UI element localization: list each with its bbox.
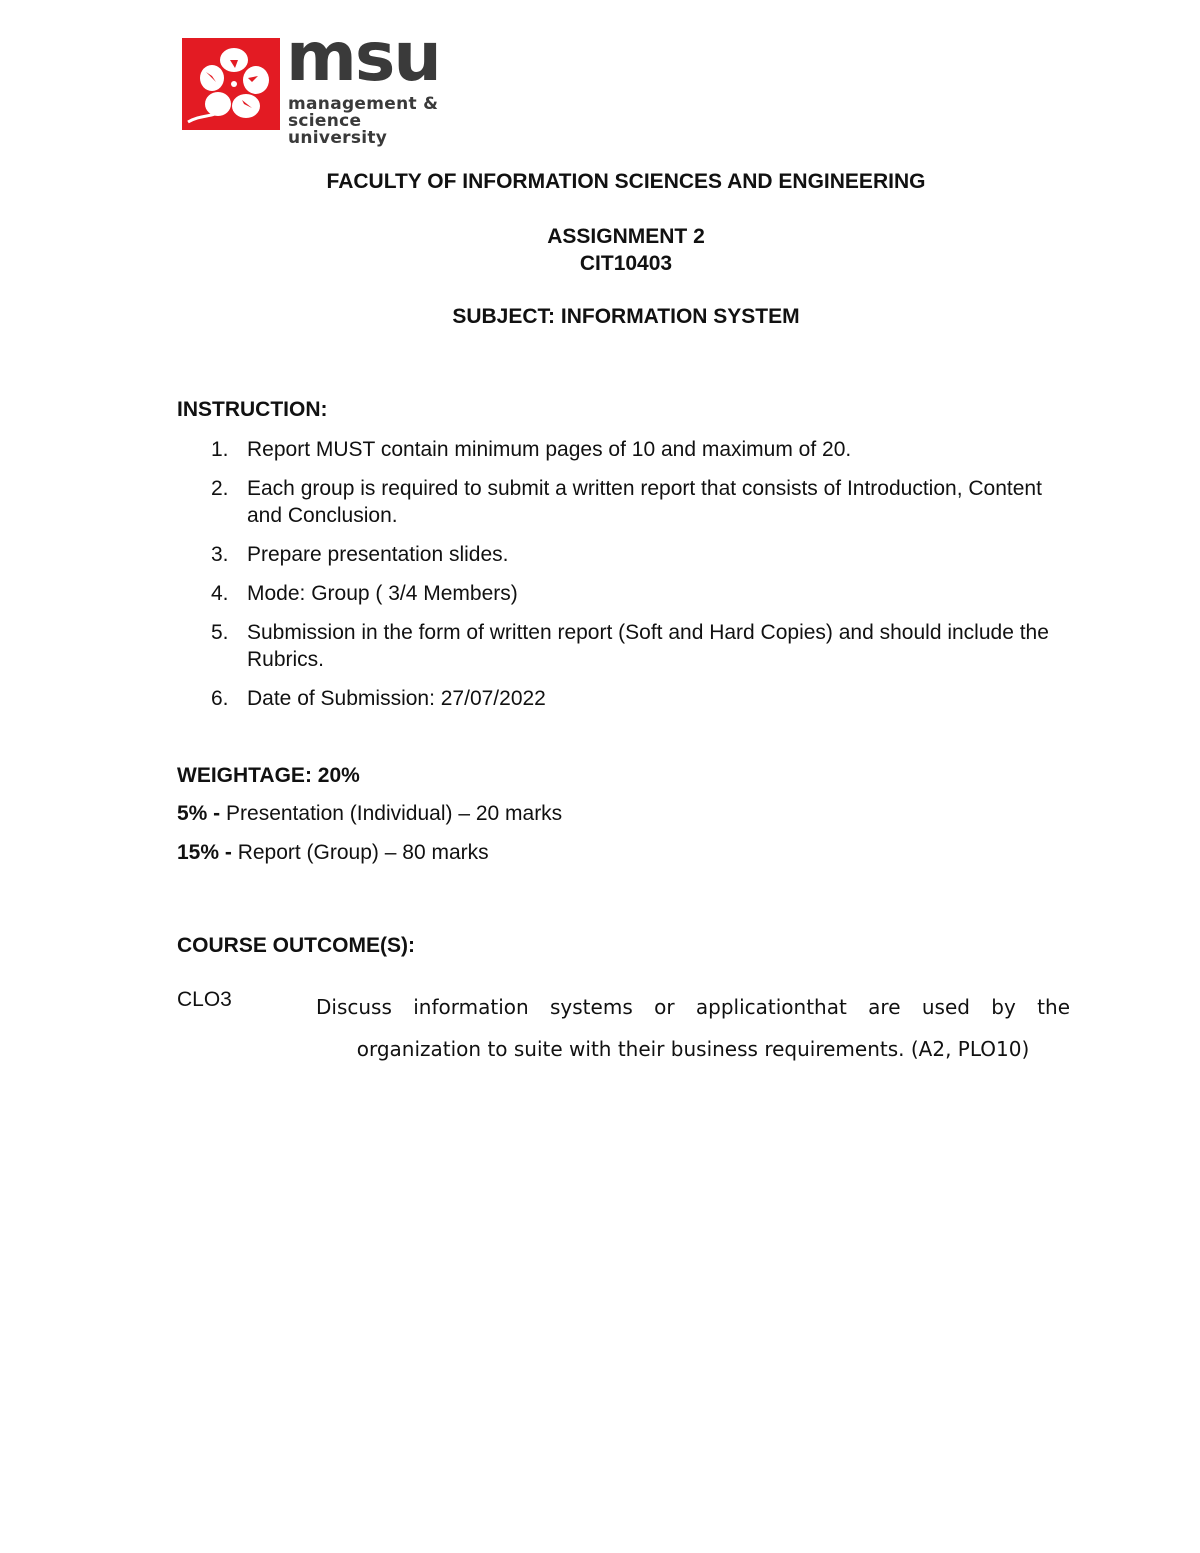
- list-item: [177, 436, 1077, 463]
- weightage-percent: 15% -: [177, 841, 232, 864]
- list-item: [177, 580, 1077, 607]
- list-item-text: Mode: Group ( 3/4 Members): [247, 582, 518, 605]
- list-item: [177, 685, 1077, 712]
- hibiscus-logo-icon: [182, 38, 280, 130]
- instruction-heading: INSTRUCTION:: [177, 398, 328, 421]
- list-item-text: Submission in the form of written report (Soft and Hard Copies) and should include the Rubrics.: [247, 621, 1049, 671]
- list-item-text: Report MUST contain minimum pages of 10 and maximum of 20.: [247, 438, 852, 461]
- list-item-number: 2.: [211, 477, 229, 500]
- faculty-title: FACULTY OF INFORMATION SCIENCES AND ENGINEERING: [326, 170, 926, 193]
- logo-wordmark: msu: [286, 18, 440, 97]
- list-item-text: Each group is required to submit a written report that consists of Introduction, Content and Conclusion.: [247, 477, 1042, 527]
- clo-description: Discuss information systems or applicationthat are used by the organization to suite with their business requirements. (A2, PLO10): [316, 995, 1070, 1061]
- list-item-text: Date of Submission: 27/07/2022: [247, 687, 546, 710]
- weightage-percent: 5% -: [177, 802, 221, 825]
- subject-title: SUBJECT: INFORMATION SYSTEM: [452, 305, 800, 328]
- course-outcome-heading: COURSE OUTCOME(S):: [177, 934, 415, 957]
- list-item-number: 4.: [211, 582, 229, 605]
- list-item-number: 5.: [211, 621, 229, 644]
- weightage-presentation: [177, 802, 562, 826]
- list-item: [177, 541, 1077, 568]
- list-item-number: 3.: [211, 543, 229, 566]
- logo-subtitle-line1: management &: [288, 94, 439, 114]
- msu-logo: [182, 18, 454, 148]
- list-item-text: Prepare presentation slides.: [247, 543, 509, 566]
- clo-code: CLO3: [177, 988, 232, 1011]
- weightage-text: Presentation (Individual) – 20 marks: [220, 802, 563, 825]
- list-item-number: 1.: [211, 438, 229, 461]
- list-item: [177, 475, 1077, 529]
- logo-subtitle: [288, 96, 454, 147]
- course-code: CIT10403: [579, 252, 673, 275]
- assignment-title: ASSIGNMENT 2: [547, 225, 705, 248]
- list-item-number: 6.: [211, 687, 229, 710]
- instruction-list: [177, 436, 1077, 724]
- weightage-text: Report (Group) – 80 marks: [231, 841, 489, 864]
- logo-subtitle-line2: science university: [288, 111, 388, 148]
- list-item: [177, 619, 1077, 673]
- weightage-report: [177, 841, 489, 865]
- weightage-heading: WEIGHTAGE: 20%: [177, 764, 360, 787]
